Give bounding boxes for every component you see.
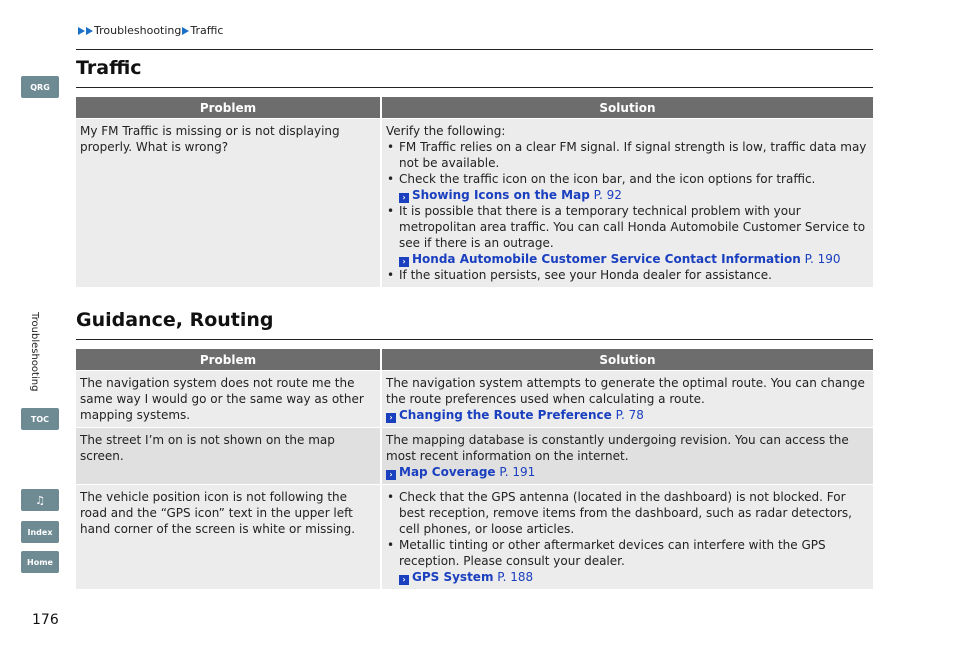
- link-arrow-icon: ›: [386, 413, 396, 423]
- xref-title: Map Coverage: [399, 465, 496, 479]
- list-item: [386, 139, 869, 171]
- bullet-text: Metallic tinting or other aftermarket devices can interfere with the GPS reception. Please consult your dealer.: [399, 538, 826, 568]
- toc-button[interactable]: TOC: [21, 408, 59, 430]
- table-row: [76, 427, 873, 484]
- breadcrumb-arrow-icon: [78, 27, 85, 35]
- xref-link-map-coverage[interactable]: [386, 464, 869, 480]
- problem-cell: The vehicle position icon is not following the road and the “GPS icon” text in the upper left hand corner of the screen is white or missing.: [76, 484, 382, 589]
- link-arrow-icon: ›: [386, 470, 396, 480]
- xref-page: P. 188: [497, 570, 534, 584]
- list-item: [386, 171, 869, 203]
- bullet-text: If the situation persists, see your Honda dealer for assistance.: [399, 268, 772, 282]
- xref-link-route-preference[interactable]: [386, 407, 869, 423]
- page-number: 176: [32, 612, 59, 628]
- section-rule: [76, 87, 873, 88]
- home-button[interactable]: Home: [21, 551, 59, 573]
- solution-header: Solution: [382, 97, 873, 118]
- solution-intro: Verify the following:: [386, 124, 506, 138]
- xref-title: Honda Automobile Customer Service Contact Information: [412, 252, 801, 266]
- table-row: [76, 484, 873, 589]
- solution-text: The mapping database is constantly undergoing revision. You can access the most recent information on the internet.: [386, 433, 849, 463]
- xref-title: GPS System: [412, 570, 494, 584]
- problem-cell: My FM Traffic is missing or is not displaying properly. What is wrong?: [76, 118, 382, 287]
- xref-link-showing-icons[interactable]: [399, 187, 869, 203]
- section-title-guidance: Guidance, Routing: [76, 309, 274, 331]
- guidance-table: [76, 349, 873, 589]
- table-row: [76, 118, 873, 287]
- index-button[interactable]: Index: [21, 521, 59, 543]
- problem-header: Problem: [76, 97, 382, 118]
- list-item: [386, 489, 869, 537]
- link-arrow-icon: ›: [399, 575, 409, 585]
- problem-header: Problem: [76, 349, 382, 370]
- solution-cell: [382, 118, 873, 287]
- list-item: [386, 267, 869, 283]
- breadcrumb-item-traffic[interactable]: Traffic: [190, 24, 224, 37]
- header-rule: [76, 49, 873, 50]
- breadcrumb-arrow-icon: [86, 27, 93, 35]
- bullet-text: It is possible that there is a temporary technical problem with your metropolitan area traffic. You can call Honda Automobile Customer Service to see if there is an outrage.: [399, 204, 866, 250]
- xref-page: P. 92: [593, 188, 622, 202]
- xref-page: P. 190: [804, 252, 841, 266]
- breadcrumb-item-troubleshooting[interactable]: Troubleshooting: [94, 24, 182, 37]
- solution-text: The navigation system attempts to generate the optimal route. You can change the route preferences used when calculating a route.: [386, 376, 865, 406]
- xref-title: Changing the Route Preference: [399, 408, 612, 422]
- section-title-traffic: Traffic: [76, 57, 142, 79]
- list-item: [386, 203, 869, 267]
- bullet-text: Check that the GPS antenna (located in the dashboard) is not blocked. For best reception, remove items from the dashboard, such as radar detectors, cell phones, or loose articles.: [399, 490, 852, 536]
- problem-cell: The navigation system does not route me the same way I would go or the same way as other mapping systems.: [76, 370, 382, 427]
- qrg-button[interactable]: QRG: [21, 76, 59, 98]
- xref-link-gps-system[interactable]: [399, 569, 869, 585]
- problem-cell: The street I’m on is not shown on the map screen.: [76, 427, 382, 484]
- link-arrow-icon: ›: [399, 193, 409, 203]
- xref-title: Showing Icons on the Map: [412, 188, 590, 202]
- solution-cell: [382, 370, 873, 427]
- list-item: [386, 537, 869, 585]
- xref-page: P. 191: [499, 465, 536, 479]
- voice-icon: ♫: [35, 493, 45, 507]
- solution-cell: [382, 427, 873, 484]
- section-rule: [76, 339, 873, 340]
- bullet-text: FM Traffic relies on a clear FM signal. If signal strength is low, traffic data may not be available.: [399, 140, 867, 170]
- breadcrumb: [78, 24, 223, 37]
- traffic-table: [76, 97, 873, 287]
- breadcrumb-arrow-icon: [182, 27, 189, 35]
- solution-cell: [382, 484, 873, 589]
- xref-link-customer-service[interactable]: [399, 251, 869, 267]
- xref-page: P. 78: [615, 408, 644, 422]
- voice-command-button[interactable]: [21, 489, 59, 511]
- solution-header: Solution: [382, 349, 873, 370]
- bullet-text: Check the traffic icon on the icon bar, and the icon options for traffic.: [399, 172, 816, 186]
- link-arrow-icon: ›: [399, 257, 409, 267]
- section-side-label: Troubleshooting: [29, 312, 40, 392]
- table-row: [76, 370, 873, 427]
